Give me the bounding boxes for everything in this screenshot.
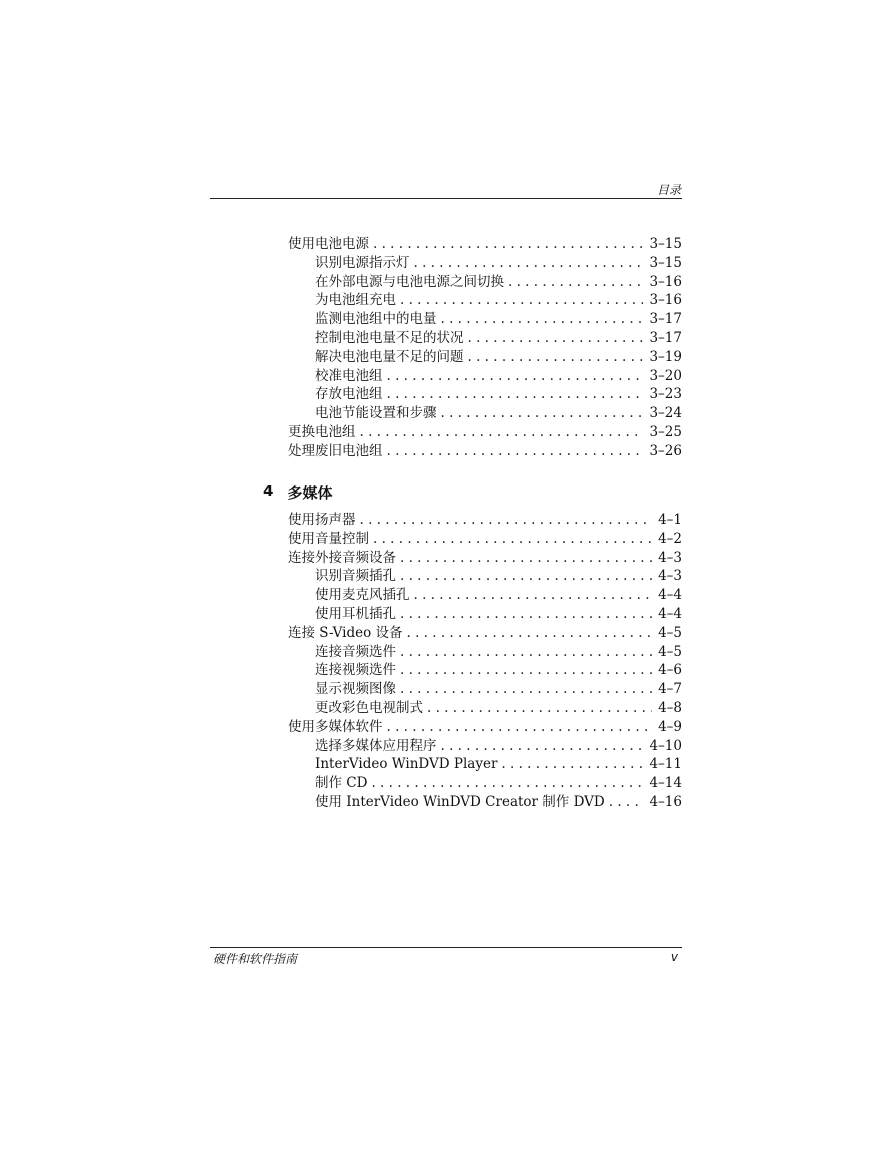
toc-entry-page: 4–1 [658, 512, 682, 528]
toc-entry-label: 使用扬声器 [288, 512, 356, 528]
toc-entry-label: 连接音频选件 [315, 643, 396, 660]
toc-dot-leader [400, 549, 652, 568]
toc-entry-label: 在外部电源与电池电源之间切换 [315, 273, 504, 290]
toc-dot-leader [400, 680, 652, 699]
toc-dot-leader [371, 774, 643, 793]
toc-entry-label: 使用耳机插孔 [315, 605, 396, 622]
toc-entry-page: 4–14 [649, 775, 682, 792]
toc-entry-page: 4–3 [658, 568, 682, 585]
toc-entry-label: 选择多媒体应用程序 [315, 737, 437, 754]
toc-entry-page: 3–19 [649, 348, 682, 365]
toc-dot-leader [508, 273, 643, 292]
toc-entry-page: 4–2 [658, 530, 682, 547]
toc-entry-label: 处理废旧电池组 [288, 442, 383, 459]
toc-dot-leader [373, 530, 652, 549]
toc-entry-page: 4–10 [649, 737, 682, 754]
toc-entry-label: 存放电池组 [315, 386, 383, 403]
toc-dot-leader [400, 291, 643, 310]
toc-dot-leader [387, 367, 644, 386]
toc-entry-page: 4–9 [658, 718, 682, 735]
toc-entry[interactable] [288, 423, 682, 442]
toc-entry[interactable] [288, 254, 682, 273]
toc-entry-label: 识别音频插孔 [315, 568, 396, 585]
toc-entry[interactable] [288, 774, 682, 793]
toc-entry[interactable] [288, 680, 682, 699]
toc-dot-leader [609, 793, 644, 812]
toc-dot-leader [387, 385, 644, 404]
toc-dot-leader [441, 737, 644, 756]
toc-entry-label: 更换电池组 [288, 423, 356, 440]
toc-entry-label: 使用麦克风插孔 [315, 587, 410, 604]
toc-entry-label: 使用电池电源 [288, 236, 369, 252]
toc-entry-page: 3–23 [649, 386, 682, 403]
toc-dot-leader [387, 718, 653, 737]
toc-entry[interactable] [288, 567, 682, 586]
toc-entry[interactable] [288, 329, 682, 348]
toc-entry-page: 3–15 [649, 236, 682, 252]
toc-entry[interactable] [288, 530, 682, 549]
toc-entry-page: 4–8 [658, 699, 682, 716]
toc-entry[interactable] [288, 348, 682, 367]
chapter-heading [263, 482, 332, 503]
toc-entry[interactable] [288, 661, 682, 680]
toc-entry[interactable] [288, 367, 682, 386]
toc-entry[interactable] [288, 549, 682, 568]
toc-entry-label: 使用多媒体软件 [288, 718, 383, 735]
chapter-title: 多媒体 [287, 484, 333, 502]
toc-entry-page: 3–25 [649, 423, 682, 440]
toc-entry-page: 3–15 [649, 254, 682, 271]
toc-entry-page: 4–4 [658, 587, 682, 604]
toc-dot-leader [441, 310, 644, 329]
toc-entry-page: 3–16 [649, 273, 682, 290]
toc-entry-label: 控制电池电量不足的状况 [315, 329, 464, 346]
footer-title: 硬件和软件指南 [213, 952, 298, 966]
toc-entry[interactable] [288, 605, 682, 624]
toc-entry-label: 显示视频图像 [315, 681, 396, 698]
toc-entry-page: 3–20 [649, 367, 682, 384]
toc-dot-leader [360, 423, 644, 442]
toc-dot-leader [468, 329, 644, 348]
toc-entry-page: 3–16 [649, 292, 682, 309]
toc-entry[interactable] [288, 273, 682, 292]
toc-entry[interactable] [288, 385, 682, 404]
toc-entry-label: 连接视频选件 [315, 662, 396, 679]
toc-entry[interactable] [288, 291, 682, 310]
toc-dot-leader [414, 586, 653, 605]
toc-entry-page: 3–26 [649, 442, 682, 459]
toc-entry-page: 4–5 [658, 643, 682, 660]
toc-dot-leader [387, 442, 644, 461]
toc-dot-leader [400, 605, 652, 624]
toc-entry-label: 使用音量控制 [288, 530, 369, 547]
toc-section-4 [288, 511, 682, 812]
toc-entry-page: 3–24 [649, 405, 682, 422]
toc-entry-page: 3–17 [649, 329, 682, 346]
toc-dot-leader [501, 755, 643, 774]
toc-entry[interactable] [288, 718, 682, 737]
toc-entry-page: 4–16 [649, 793, 682, 810]
toc-dot-leader [468, 348, 644, 367]
toc-dot-leader [360, 511, 653, 530]
toc-entry[interactable] [288, 511, 682, 530]
toc-entry-label: 为电池组充电 [315, 292, 396, 309]
toc-entry-label: InterVideo WinDVD Player [315, 756, 498, 773]
header-rule [210, 198, 682, 199]
footer-page-number: v [670, 950, 678, 964]
toc-entry-label: 识别电源指示灯 [315, 254, 410, 271]
toc-section-3 [288, 235, 682, 461]
toc-entry-label: 制作 CD [315, 775, 368, 792]
toc-entry-page: 4–7 [658, 681, 682, 698]
toc-entry[interactable] [288, 643, 682, 662]
toc-dot-leader [427, 699, 652, 718]
toc-entry-page: 4–4 [658, 605, 682, 622]
toc-entry-label: 电池节能设置和步骤 [315, 405, 437, 422]
toc-entry[interactable] [288, 624, 682, 643]
footer-rule [210, 947, 682, 948]
toc-dot-leader [400, 661, 652, 680]
toc-entry[interactable] [288, 442, 682, 461]
toc-dot-leader [414, 254, 644, 273]
chapter-number: 4 [263, 482, 274, 500]
toc-entry-page: 4–5 [658, 624, 682, 641]
toc-entry[interactable] [288, 404, 682, 423]
toc-entry-label: 连接 S-Video 设备 [288, 624, 403, 641]
toc-dot-leader [400, 567, 652, 586]
page-header-title: 目录 [656, 183, 681, 197]
toc-dot-leader [400, 643, 652, 662]
toc-entry-page: 4–6 [658, 662, 682, 679]
toc-entry[interactable] [288, 737, 682, 756]
toc-entry-page: 4–3 [658, 549, 682, 566]
toc-entry[interactable] [288, 699, 682, 718]
toc-entry-page: 4–11 [649, 756, 682, 773]
toc-entry[interactable] [288, 586, 682, 605]
toc-entry-label: 连接外接音频设备 [288, 549, 396, 566]
toc-entry[interactable] [288, 793, 682, 812]
toc-entry[interactable] [288, 755, 682, 774]
toc-entry-label: 监测电池组中的电量 [315, 311, 437, 328]
toc-entry-page: 3–17 [649, 311, 682, 328]
toc-dot-leader [373, 235, 643, 254]
toc-entry-label: 使用 InterVideo WinDVD Creator 制作 DVD [315, 793, 605, 810]
toc-entry-label: 解决电池电量不足的问题 [315, 348, 464, 365]
toc-entry[interactable] [288, 310, 682, 329]
toc-entry-label: 更改彩色电视制式 [315, 699, 423, 716]
toc-entry-label: 校准电池组 [315, 367, 383, 384]
toc-dot-leader [407, 624, 653, 643]
toc-entry[interactable] [288, 235, 682, 254]
toc-dot-leader [441, 404, 644, 423]
